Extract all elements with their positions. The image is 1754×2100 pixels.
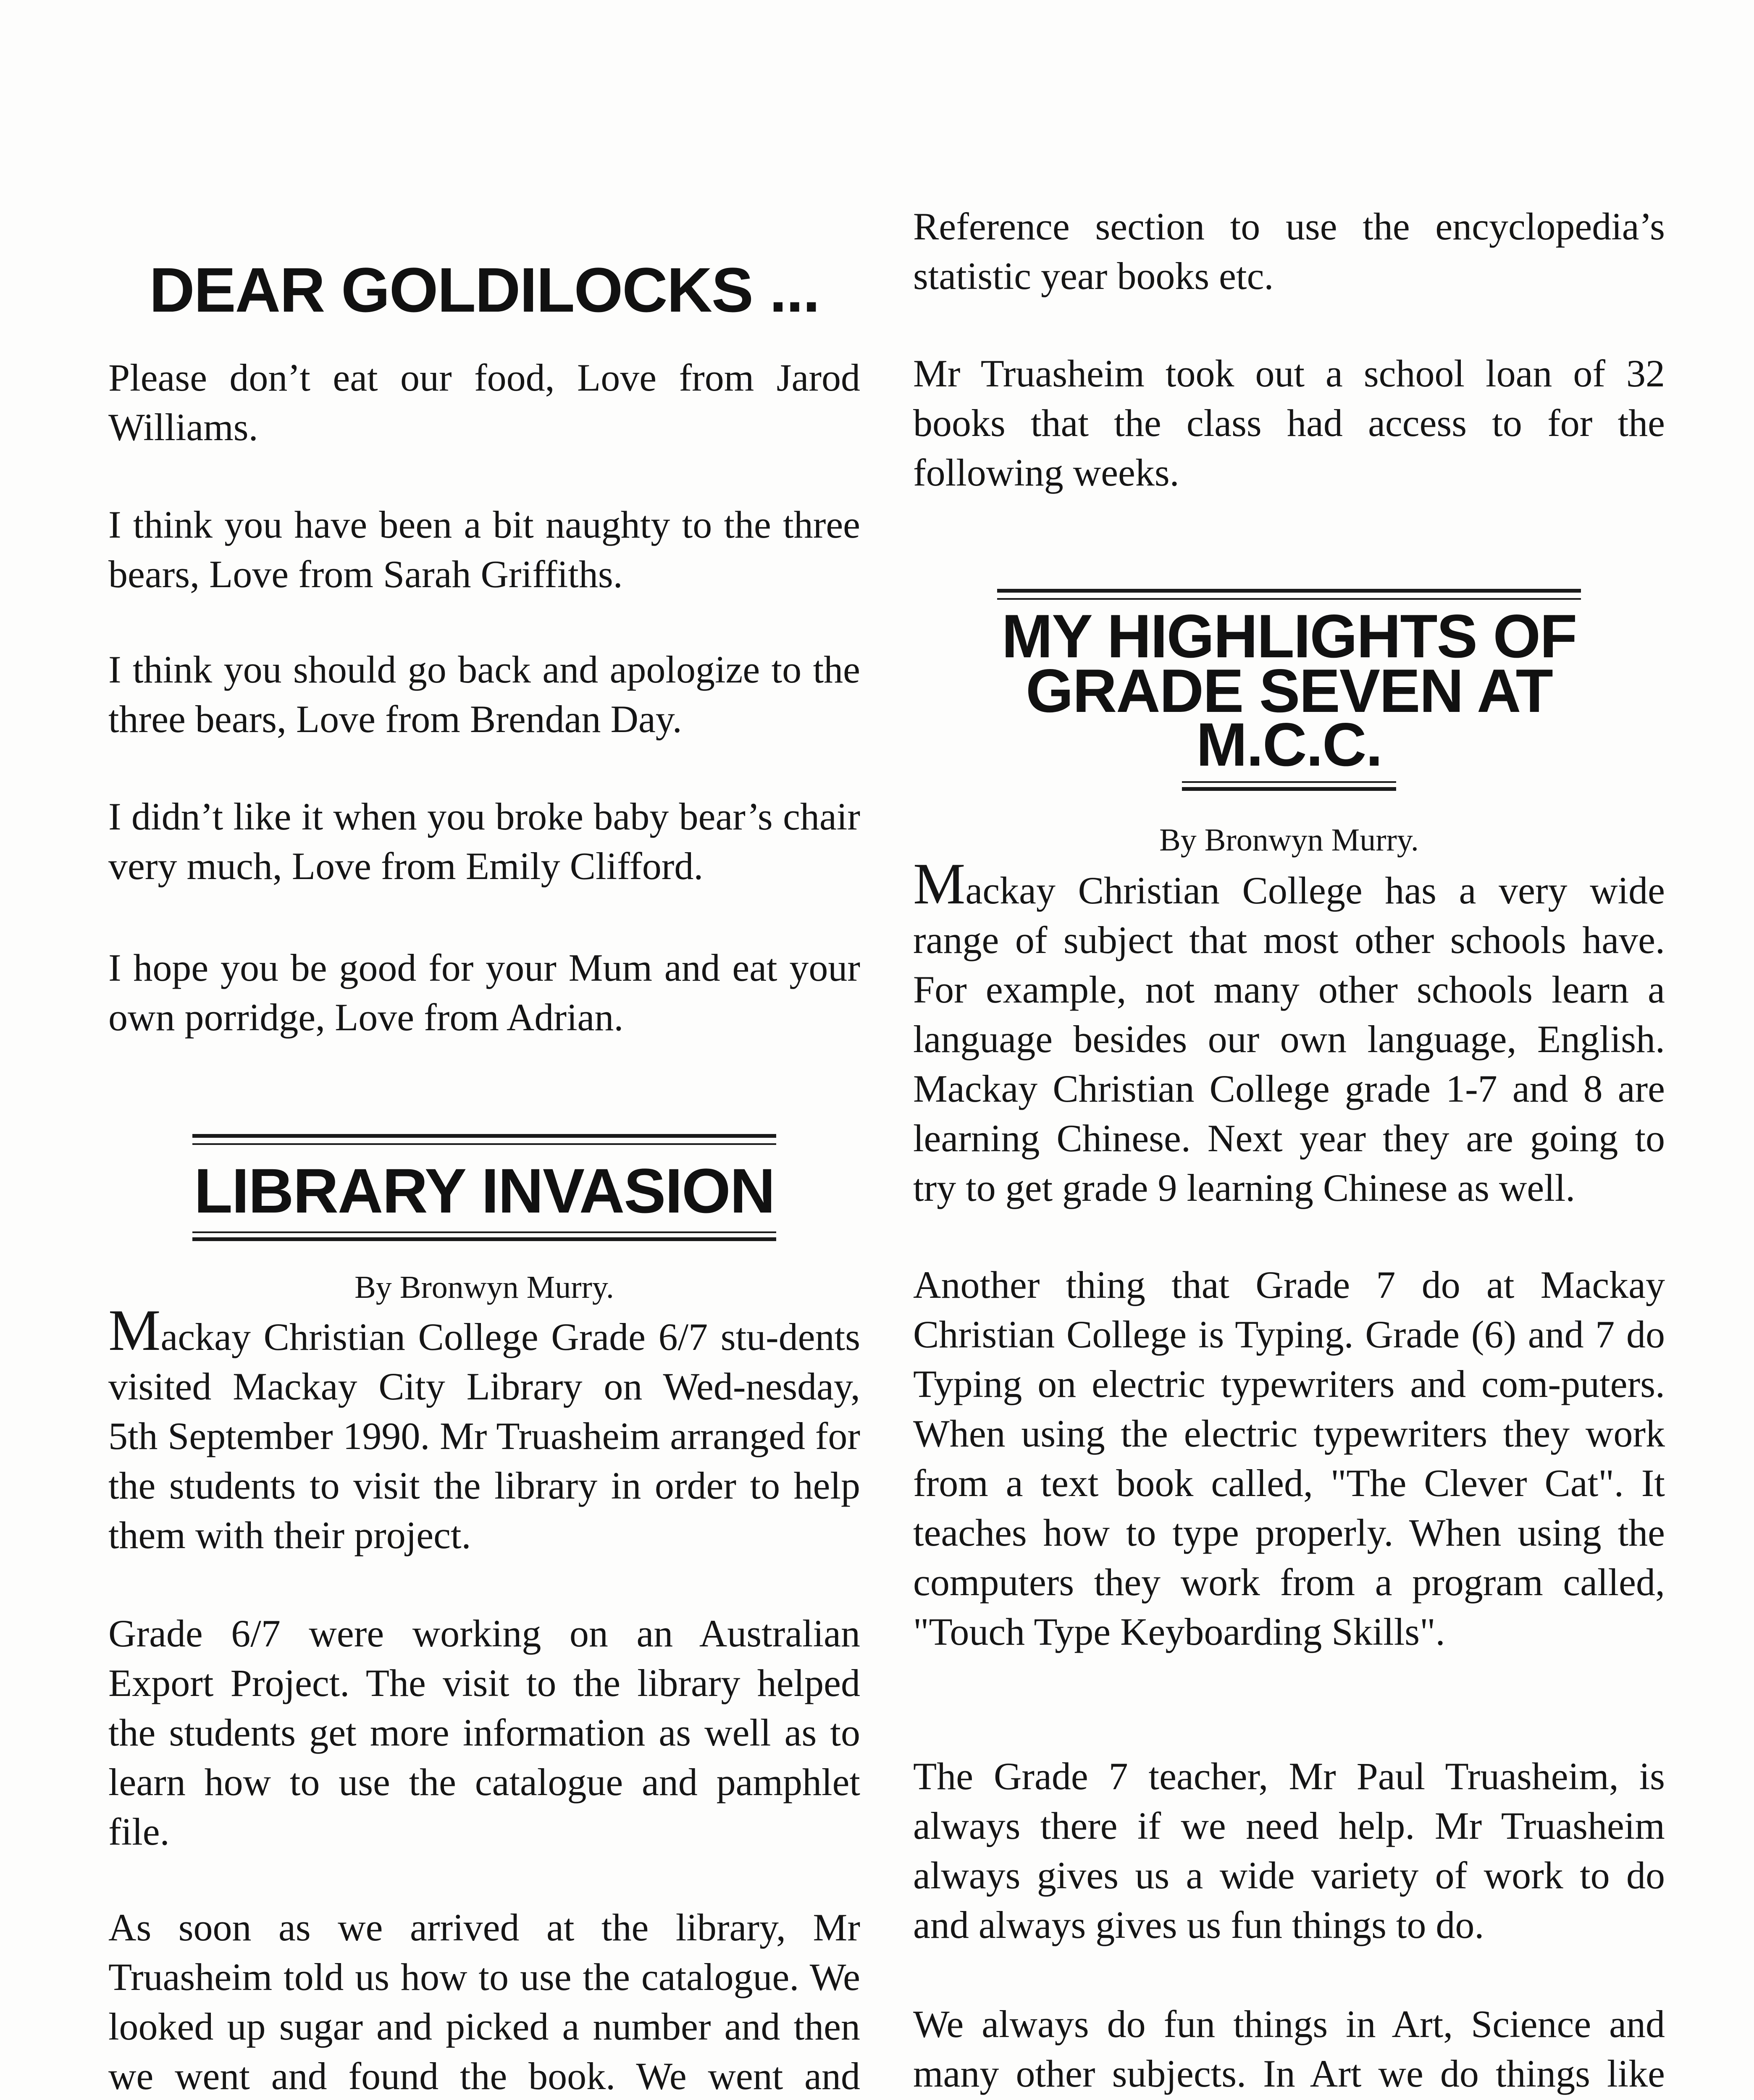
goldilocks-letter: I hope you be good for your Mum and eat your own porridge, Love from Adrian.	[108, 946, 860, 1039]
drop-cap: M	[913, 851, 966, 916]
paragraph-text: ackay Christian College Grade 6/7 stu-dents visited Mackay City Library on Wed-nesday, 5th September 1990. Mr Truasheim arranged for the students to visit the library in order to help them with their project.	[108, 1315, 860, 1557]
highlights-byline: By Bronwyn Murry.	[1159, 822, 1419, 858]
goldilocks-letter: I think you have been a bit naughty to the three bears, Love from Sarah Griffiths.	[108, 503, 860, 596]
heading-rule	[192, 1134, 776, 1138]
highlights-intro-paragraph	[913, 851, 1665, 1213]
library-paragraph: As soon as we arrived at the library, Mr Truasheim told us how to use the catalogue. We looked up sugar and picked a number and then we went and found the book. We went and	[108, 1906, 860, 2097]
heading-rule	[192, 1237, 776, 1241]
library-heading: LIBRARY INVASION	[194, 1155, 775, 1226]
library-byline: By Bronwyn Murry.	[354, 1270, 614, 1305]
heading-rule	[1182, 787, 1396, 791]
library-continued-paragraph: Reference section to use the encyclopedia’s statistic year books etc.	[913, 205, 1665, 297]
highlights-paragraph: We always do fun things in Art, Science and many other subjects. In Art we do things like	[913, 2003, 1665, 2095]
highlights-heading-line3: M.C.C.	[1196, 710, 1382, 779]
library-paragraph: Grade 6/7 were working on an Australian Export Project. The visit to the library helped the students get more information as well as to learn how to use the catalogue and pamphlet file.	[108, 1612, 860, 1853]
heading-rule	[192, 1143, 776, 1145]
library-intro-paragraph	[108, 1298, 860, 1560]
highlights-heading-line2: GRADE SEVEN AT	[1026, 656, 1552, 725]
heading-rule	[997, 598, 1581, 600]
highlights-paragraph: Another thing that Grade 7 do at Mackay Christian College is Typing. Grade (6) and 7 do Typing on electric typewriters and com-puters. When using the electric typewriters they work from a text book called, "The Clever Cat". It teaches how to type properly. When using the computers they work from a program called, "Touch Type Keyboarding Skills".	[913, 1263, 1665, 1653]
goldilocks-letter: Please don’t eat our food, Love from Jarod Williams.	[108, 356, 860, 449]
heading-rule	[1182, 781, 1396, 783]
drop-cap: M	[108, 1298, 161, 1363]
highlights-heading-line1: MY HIGHLIGHTS OF	[1001, 602, 1577, 670]
heading-rule	[192, 1231, 776, 1233]
paragraph-text: ackay Christian College has a very wide range of subject that most other schools have. For example, not many other schools learn a language besides our own language, English. Mackay Christian College grade 1-7 and 8 are learning Chinese. Next year they are going to try to get grade 9 learning Chinese as well.	[913, 869, 1665, 1209]
highlights-paragraph: The Grade 7 teacher, Mr Paul Truasheim, is always there if we need help. Mr Truasheim always gives us a wide variety of work to do and always gives us fun things to do.	[913, 1755, 1665, 1946]
goldilocks-letter: I didn’t like it when you broke baby bear’s chair very much, Love from Emily Clifford.	[108, 795, 860, 887]
goldilocks-heading: DEAR GOLDILOCKS ...	[149, 255, 819, 325]
heading-rule	[997, 589, 1581, 593]
library-continued-paragraph: Mr Truasheim took out a school loan of 32 books that the class had access to for the following weeks.	[913, 352, 1665, 494]
goldilocks-letter: I think you should go back and apologize to the three bears, Love from Brendan Day.	[108, 648, 860, 740]
